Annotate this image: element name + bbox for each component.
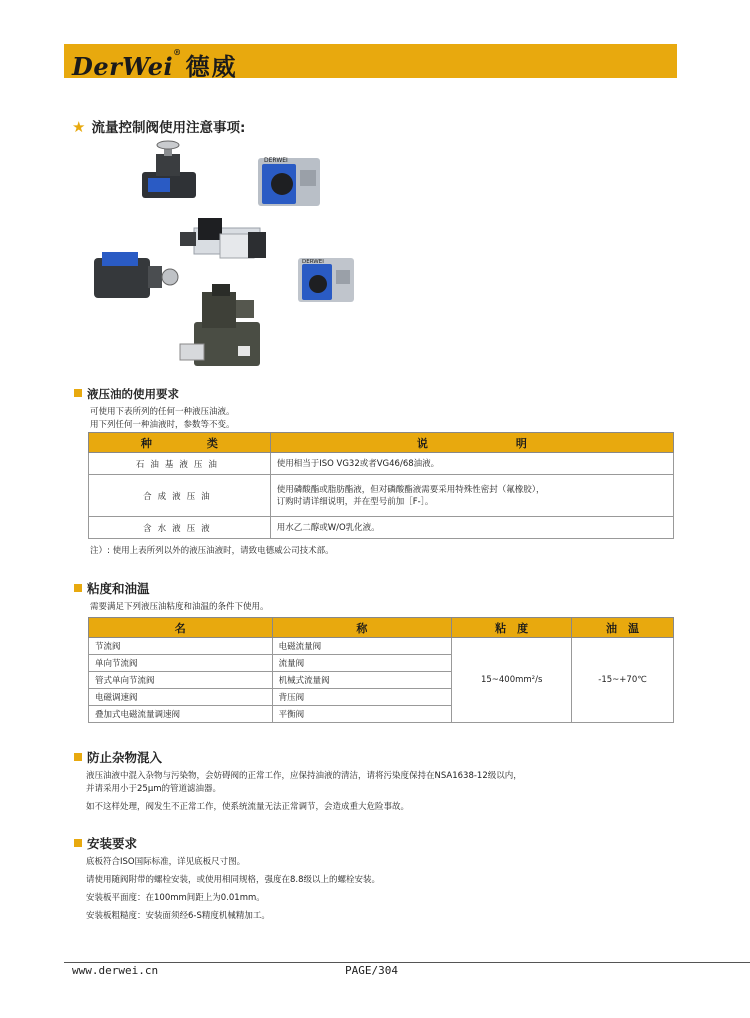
table-row: [89, 517, 674, 539]
table-header-desc: 说 明: [270, 433, 673, 453]
solenoid-valve-image: [176, 208, 268, 268]
speed-control-valve-image: [178, 282, 264, 372]
section-bullet-icon: [74, 584, 82, 592]
brand-logo: DerWei® 德威: [72, 47, 238, 81]
valve-name-cell: 机械式流量阀: [272, 672, 452, 689]
svg-text:DERWEI: DERWEI: [302, 259, 324, 265]
section4-line-4: 安装板粗糙度：安装面须经6-S精度机械精加工。: [86, 911, 270, 921]
temperature-value: -15~+70℃: [572, 638, 674, 723]
svg-text:DERWEI: DERWEI: [264, 157, 288, 164]
valve-name-cell: 叠加式电磁流量调速阀: [89, 706, 273, 723]
oil-desc-cell: [270, 475, 673, 517]
table-header-type: 种 类: [89, 433, 271, 453]
oil-desc-line: 使用磷酸酯或脂肪酯液，但对磷酸酯液需要采用特殊性密封（氟橡胶），: [276, 484, 545, 495]
section2-line: 需要满足下列液压油粘度和油温的条件下使用。: [90, 602, 269, 612]
section1-note: 注）: 使用上表所列以外的液压油液时，请致电德威公司技术部。: [90, 546, 334, 556]
table-header-name-1: 名: [89, 618, 273, 638]
section3-line-3: 如不这样处理，阀发生不正常工作，使系统流量无法正常调节，会造成重大危险事故。: [86, 802, 410, 812]
oil-desc-cell: 使用相当于ISO VG32或者VG46/68油液。: [270, 453, 673, 475]
section-viscosity-title: 粘度和油温: [74, 579, 150, 597]
valve-name-cell: 电磁调速阀: [89, 689, 273, 706]
header-bar: [64, 44, 677, 81]
table-header-viscosity: 粘 度: [452, 618, 572, 638]
valve-name-cell: 单向节流阀: [89, 655, 273, 672]
main-title: ★ 流量控制阀使用注意事项:: [72, 118, 246, 136]
table-header-temperature: 油 温: [572, 618, 674, 638]
section3-line-1: 液压油液中混入杂物与污染物，会妨碍阀的正常工作，应保持油液的清洁，请将污染度保持在NSA1638-12级以内，: [86, 771, 522, 781]
table-row: [89, 453, 674, 475]
section3-line-2: 并请采用小于25μm的管道滤油器。: [86, 784, 222, 794]
flow-valve-blue-small-image: [296, 254, 358, 306]
oil-type-cell: 含水液压液: [89, 517, 271, 539]
section-contamination-title: 防止杂物混入: [74, 748, 162, 766]
star-icon: ★: [72, 118, 86, 136]
section1-line-1: 可使用下表所列的任何一种液压油液。: [90, 407, 235, 417]
flow-valve-horizontal-image: [92, 248, 180, 302]
flow-valve-dark-image: [140, 138, 200, 204]
section4-line-3: 安装板平面度：在100mm间距上为0.01mm。: [86, 893, 265, 903]
section4-line-2: 请使用随阀附带的螺栓安装，或使用相同规格，强度在8.8级以上的螺栓安装。: [86, 875, 381, 885]
viscosity-table: [88, 617, 674, 723]
hydraulic-oil-table: [88, 432, 674, 539]
footer-website: www.derwei.cn: [72, 964, 159, 977]
valve-name-cell: 背压阀: [272, 689, 452, 706]
oil-type-cell: 石油基液压油: [89, 453, 271, 475]
oil-desc-cell: 用水乙二醇或W/O乳化液。: [270, 517, 673, 539]
footer-divider: [64, 962, 750, 963]
oil-type-cell: 合成液压油: [89, 475, 271, 517]
valve-name-cell: 节流阀: [89, 638, 273, 655]
viscosity-value: 15~400mm²/s: [452, 638, 572, 723]
valve-name-cell: 平衡阀: [272, 706, 452, 723]
valve-name-cell: 流量阀: [272, 655, 452, 672]
valve-name-cell: 管式单向节流阀: [89, 672, 273, 689]
section-installation-title: 安装要求: [74, 834, 137, 852]
flow-valve-blue-image: [256, 150, 322, 210]
oil-desc-line: 订购时请详细说明，并在型号前加［F-］。: [276, 496, 434, 507]
valve-name-cell: 电磁流量阀: [272, 638, 452, 655]
section-hydraulic-oil-title: 液压油的使用要求: [74, 386, 179, 402]
section4-line-1: 底板符合ISO国际标准，详见底板尺寸图。: [86, 857, 246, 867]
section-bullet-icon: [74, 839, 82, 847]
footer-page-number: PAGE/304: [345, 964, 398, 977]
section1-line-2: 用下列任何一种油液时，参数等不变。: [90, 420, 235, 430]
table-row: [89, 475, 674, 517]
section-bullet-icon: [74, 753, 82, 761]
section-bullet-icon: [74, 389, 82, 397]
table-row: [89, 638, 674, 655]
table-header-name-2: 称: [272, 618, 452, 638]
